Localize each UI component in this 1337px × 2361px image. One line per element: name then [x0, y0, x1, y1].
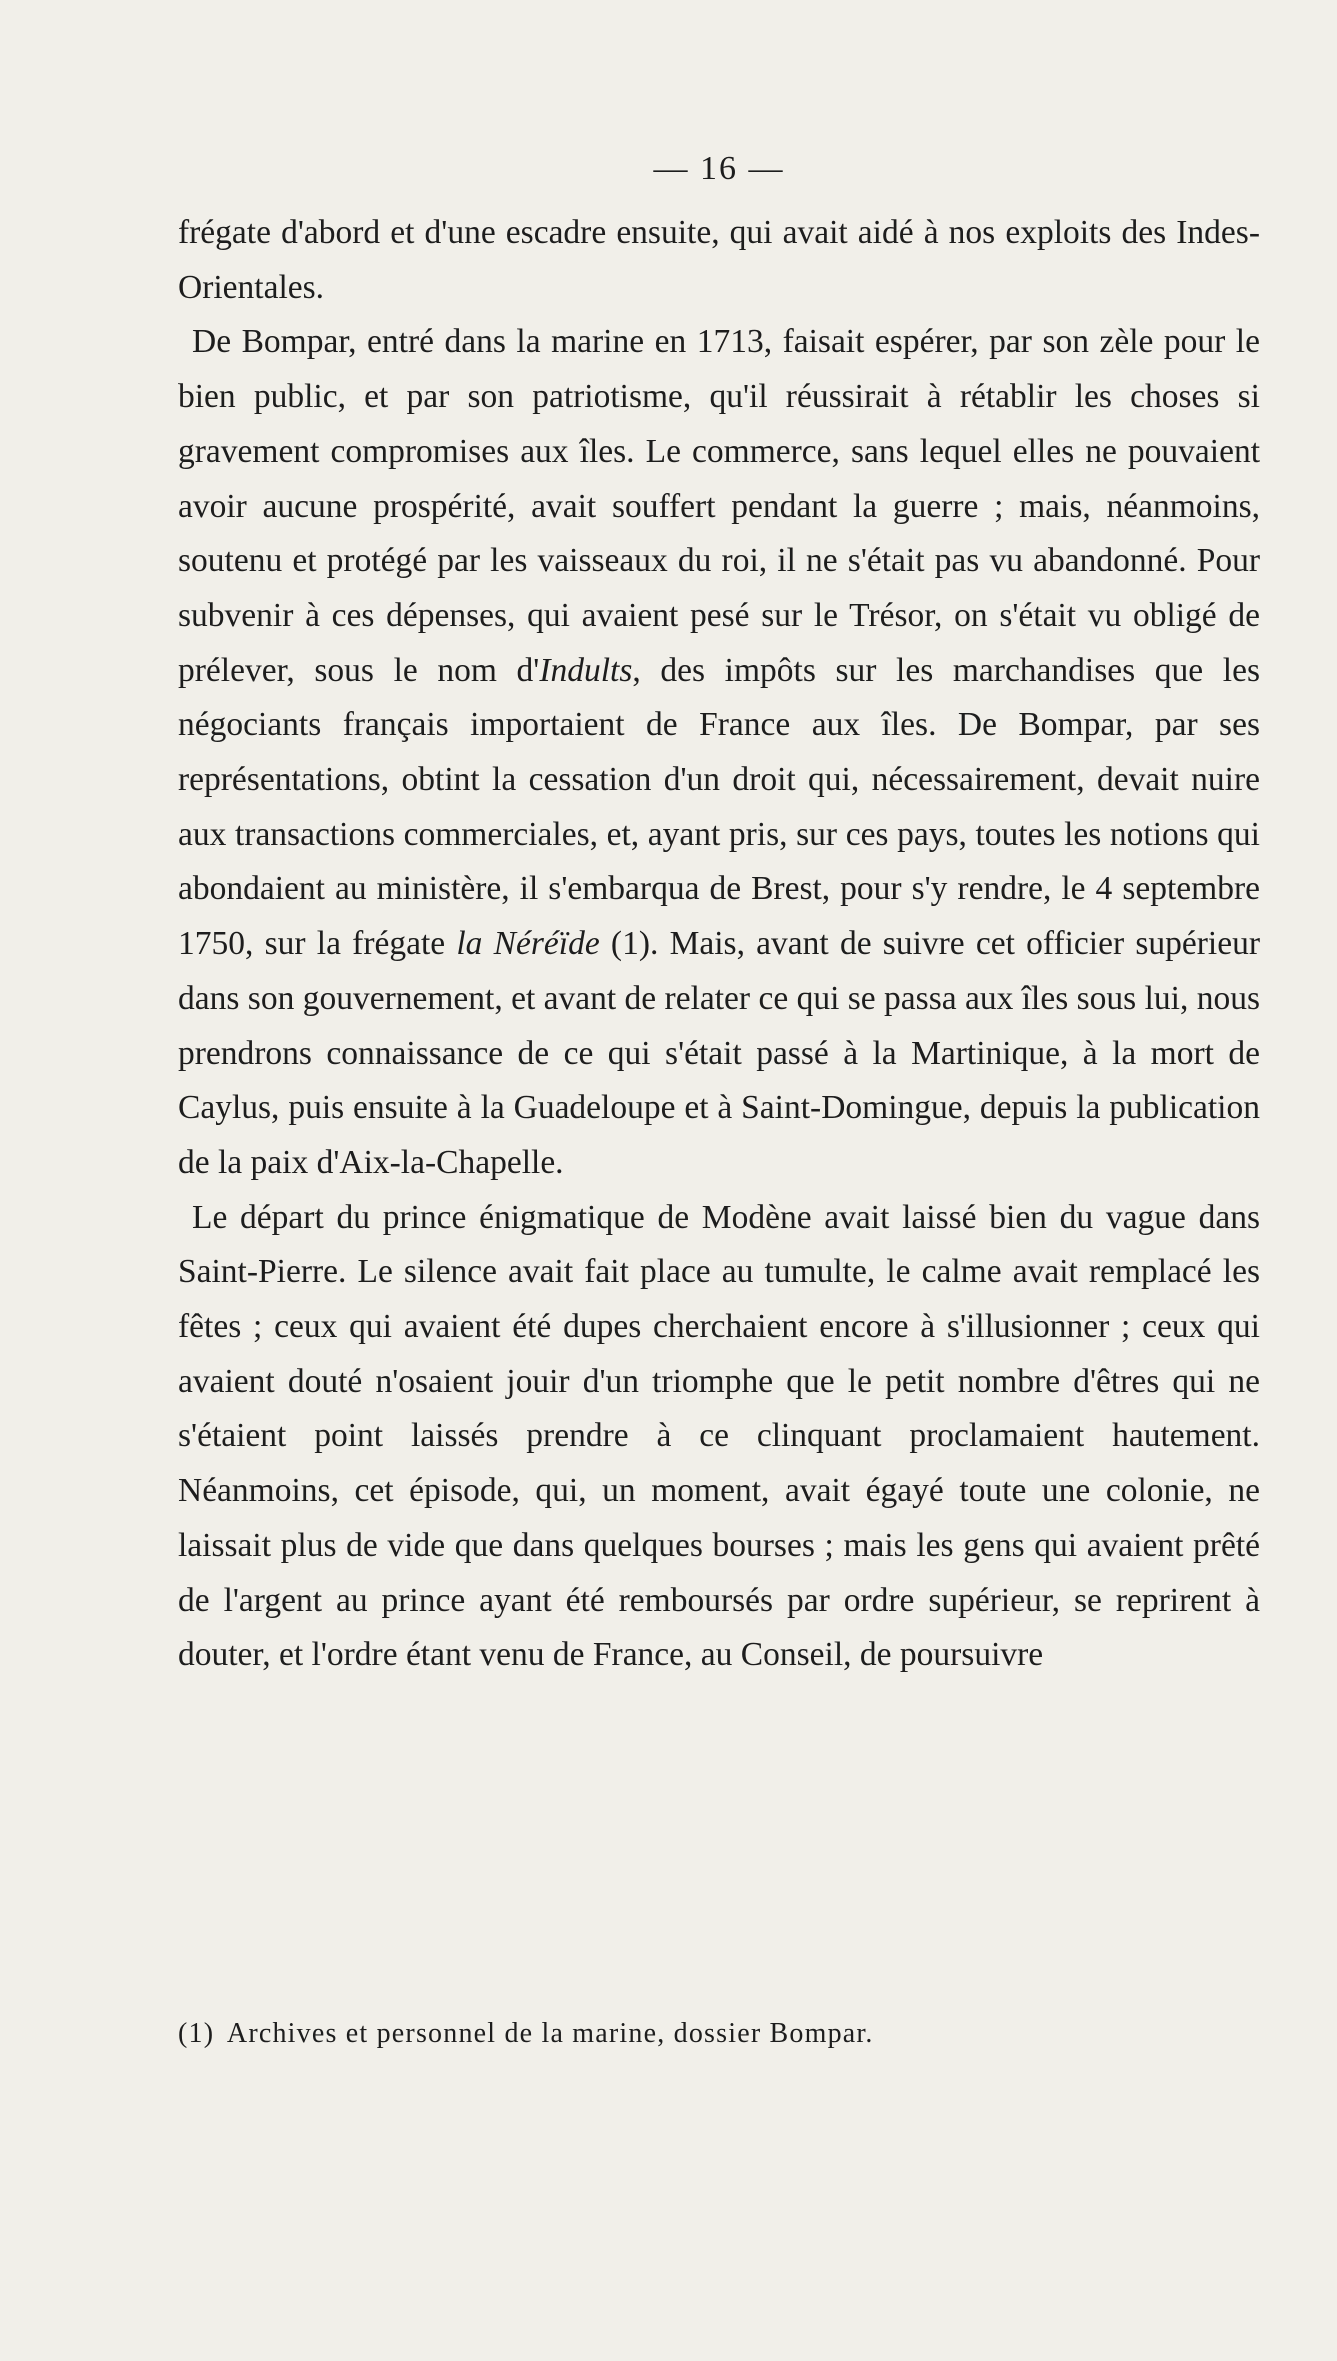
italic-text: Indults: [539, 651, 633, 689]
paragraph-3: [178, 1191, 1260, 1683]
italic-text: la Néréïde: [456, 925, 600, 963]
page-body: [178, 150, 1260, 1683]
body-text: [178, 206, 1260, 1683]
text-run: De Bompar, entré dans la marine en 1713, faisait espérer, par son zèle pour le bien public, et par son patriotisme, qu'il réussirait à rétablir les choses si gravement compromises aux îles. Le commerce, sans lequel elles ne pouvaient avoir aucune prospérité, avait souffert pendant la guerre ; mais, néanmoins, soutenu et protégé par les vaisseaux du roi, il ne s'était pas vu abandonné. Pour subvenir à ces dépenses, qui avaient pesé sur le Trésor, on s'était vu obligé de prélever, sous le nom d': [178, 323, 1260, 689]
text-run: (1). Mais, avant de suivre cet officier supérieur dans son gouvernement, et avant de relater ce qui se passa aux îles sous lui, nous prendrons connaissance de ce qui s'était passé à la Martinique, à la mort de Caylus, puis ensuite à la Guadeloupe et à Saint-Domingue, depuis la publication de la paix d'Aix-la-Chapelle.: [178, 925, 1260, 1181]
page-number: — 16 —: [653, 150, 785, 187]
text-run: frégate d'abord et d'une escadre ensuite, qui avait aidé à nos exploits des Indes-Orientales.: [178, 214, 1260, 306]
text-run: Le départ du prince énigmatique de Modène avait laissé bien du vague dans Saint-Pierre. Le silence avait fait place au tumulte, le calme avait remplacé les fêtes ; ceux qui avaient été dupes cherchaient encore à s'illusionner ; ceux qui avaient douté n'osaient jouir d'un triomphe que le petit nombre d'êtres qui ne s'étaient point laissés prendre à ce clinquant proclamaient hautement. Néanmoins, cet épisode, qui, un moment, avait égayé toute une colonie, ne laissait plus de vide que dans quelques bourses ; mais les gens qui avaient prêté de l'argent au prince ayant été remboursés par ordre supérieur, se reprirent à douter, et l'ordre étant venu de France, au Conseil, de poursuivre: [178, 1198, 1260, 1674]
paragraph-1: [178, 206, 1260, 315]
paragraph-2: [178, 315, 1260, 1190]
text-run: , des impôts sur les marchandises que les négociants français importaient de France aux îles. De Bompar, par ses représentations, obtint la cessation d'un droit qui, nécessairement, devait nuire aux transactions commerciales, et, ayant pris, sur ces pays, toutes les notions qui abondaient au ministère, il s'embarqua de Brest, pour s'y rendre, le 4 septembre 1750, sur la frégate: [178, 651, 1260, 963]
footnote-text: Archives et personnel de la marine, dossier Bompar.: [226, 2018, 874, 2049]
footnote-label: (1): [178, 2018, 215, 2049]
footnote: [178, 2014, 1260, 2054]
